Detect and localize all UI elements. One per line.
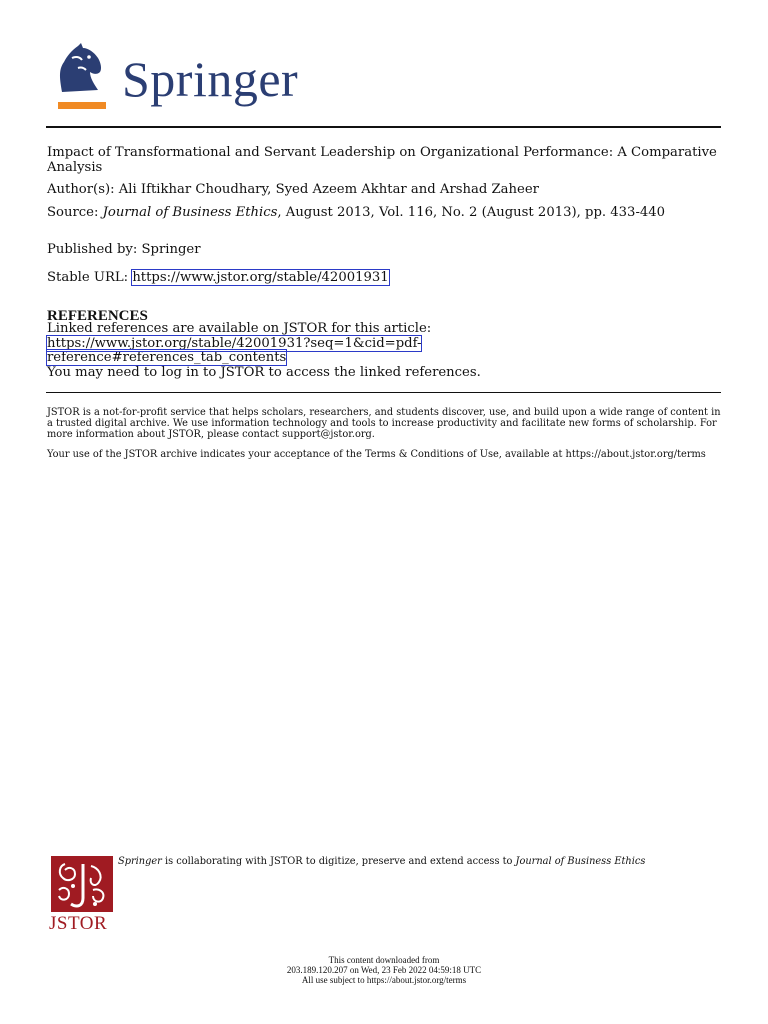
authors-line: [47, 183, 722, 198]
source-journal: Journal of Business Ethics: [102, 205, 278, 220]
collaboration-note: [118, 856, 678, 867]
footer-line2: 203.189.120.207 on Wed, 23 Feb 2022 04:59:18 UTC: [286, 965, 482, 975]
springer-wordmark: Springer: [122, 51, 299, 107]
authors-label: Author(s):: [47, 182, 115, 197]
stable-url-line: [47, 271, 722, 286]
download-footer: [0, 955, 768, 985]
publisher-line: [47, 243, 722, 258]
references-intro: Linked references are available on JSTOR for this article:: [47, 321, 432, 336]
collaboration-publisher: Springer: [118, 856, 162, 867]
source-line: [47, 206, 722, 221]
collaboration-journal: Journal of Business Ethics: [515, 856, 646, 867]
references-link-line2[interactable]: reference#references_tab_contents: [47, 350, 287, 365]
footer-line1: This content downloaded from: [328, 955, 440, 965]
references-link-line1[interactable]: https://www.jstor.org/stable/42001931?seq=1&cid=pdf-: [47, 335, 422, 351]
references-block: [47, 322, 722, 380]
collaboration-text: is collaborating with JSTOR to digitize, preserve and extend access to: [161, 856, 516, 867]
springer-horse-icon: [48, 40, 110, 112]
references-note: You may need to log in to JSTOR to access the linked references.: [47, 364, 481, 380]
top-divider: [46, 126, 721, 128]
jstor-wordmark: JSTOR: [49, 913, 108, 934]
source-label: Source:: [47, 205, 99, 220]
jstor-notice: JSTOR is a not-for-profit service that helps scholars, researchers, and students discover, use, and build upon a wide range of content in a trusted digital archive. We use information technology and tools to increase productivity and facilitate new forms of scholarship. For more information about JSTOR, please contact support@jstor.org.: [47, 407, 721, 440]
stable-url-label: Stable URL:: [47, 270, 129, 285]
middle-divider: [46, 392, 721, 393]
references-heading: REFERENCES: [47, 308, 148, 324]
published-label: Published by:: [47, 242, 138, 257]
source-details: , August 2013, Vol. 116, No. 2 (August 2013), pp. 433-440: [277, 205, 666, 220]
springer-logo: [48, 40, 298, 112]
terms-notice: Your use of the JSTOR archive indicates your acceptance of the Terms & Conditions of Use, available at https://about.jstor.org/terms: [47, 449, 706, 460]
authors-value: Ali Iftikhar Choudhary, Syed Azeem Akhtar and Arshad Zaheer: [118, 182, 539, 197]
stable-url-link[interactable]: https://www.jstor.org/stable/42001931: [132, 270, 389, 285]
publisher-value: Springer: [141, 242, 201, 257]
article-title: Impact of Transformational and Servant Leadership on Organizational Performance: A Comparative Analysis: [47, 145, 717, 175]
footer-line3: All use subject to https://about.jstor.org/terms: [301, 975, 467, 985]
